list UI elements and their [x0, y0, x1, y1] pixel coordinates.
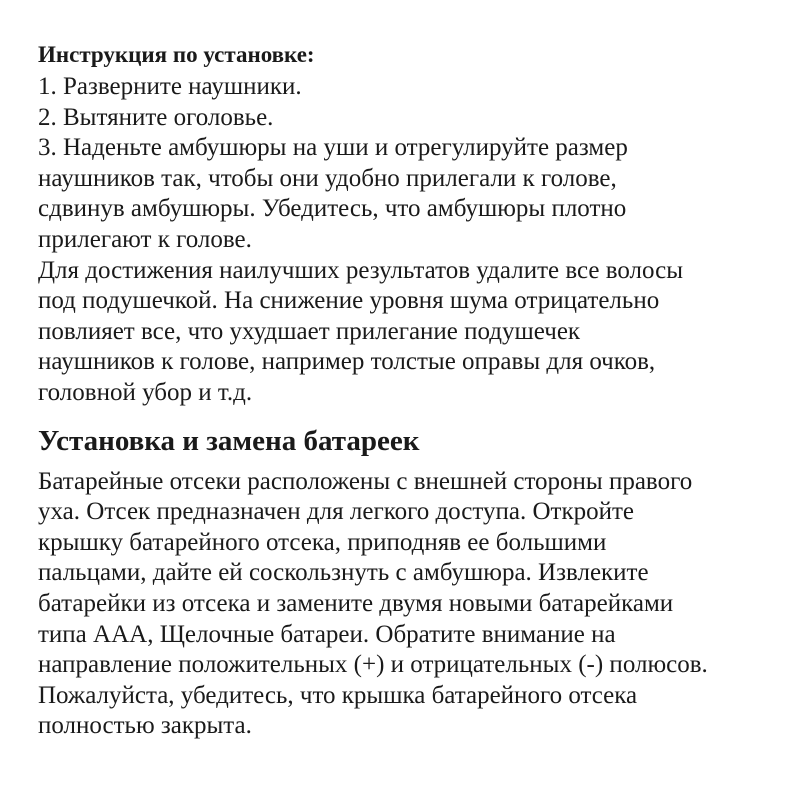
battery-line: батарейки из отсека и замените двумя новыми батарейками	[38, 589, 674, 617]
battery-line: Батарейные отсеки расположены с внешней стороны правого	[38, 467, 693, 495]
battery-line: полностью закрыта.	[38, 712, 252, 740]
installation-line: наушников к голове, например толстые оправы для очков,	[38, 348, 656, 376]
battery-line: типа ААА, Щелочные батареи. Обратите внимание на	[38, 620, 616, 648]
installation-section	[38, 40, 788, 409]
battery-heading: Установка и замена батареек	[38, 424, 420, 457]
battery-line: уха. Отсек предназначен для легкого доступа. Откройте	[38, 498, 634, 526]
installation-heading: Инструкция по установке:	[38, 42, 315, 67]
installation-line: наушников так, чтобы они удобно прилегали к голове,	[38, 164, 617, 192]
battery-section	[38, 424, 788, 742]
installation-line: повлияет все, что ухудшает прилегание подушечек	[38, 317, 581, 345]
installation-line: 1. Разверните наушники.	[38, 73, 302, 100]
instruction-document	[38, 40, 788, 742]
battery-line: пальцами, дайте ей соскользнуть с амбушюра. Извлеките	[38, 559, 649, 587]
battery-line: Пожалуйста, убедитесь, что крышка батарейного отсека	[38, 681, 638, 709]
battery-line: направление положительных (+) и отрицательных (-) полюсов.	[38, 651, 708, 679]
installation-line: головной убор и т.д.	[38, 378, 253, 406]
battery-line: крышку батарейного отсека, приподняв ее большими	[38, 528, 607, 556]
installation-line: 3. Наденьте амбушюры на уши и отрегулируйте размер	[38, 134, 628, 162]
installation-line: прилегают к голове.	[38, 225, 252, 253]
installation-line: 2. Вытяните оголовье.	[38, 103, 274, 131]
installation-line: под подушечкой. На снижение уровня шума отрицательно	[38, 287, 660, 315]
installation-line: сдвинув амбушюры. Убедитесь, что амбушюры плотно	[38, 195, 627, 223]
installation-line: Для достижения наилучших результатов удалите все волосы	[38, 256, 684, 284]
